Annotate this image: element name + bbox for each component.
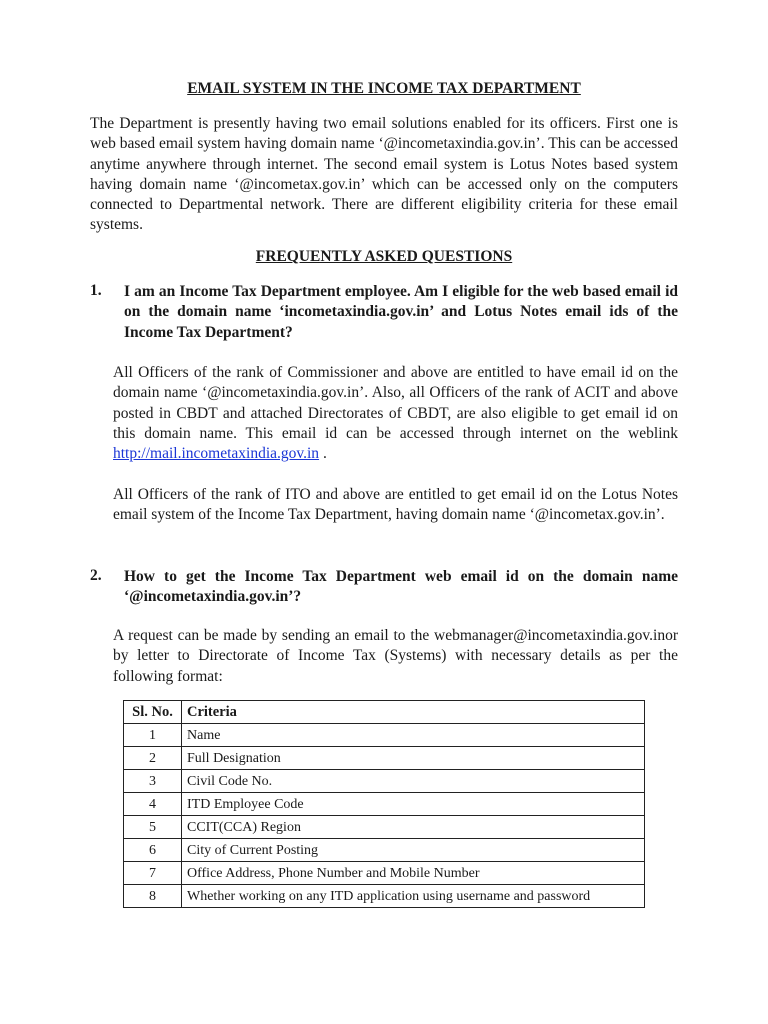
row-criteria: City of Current Posting — [182, 839, 645, 862]
faq-heading: FREQUENTLY ASKED QUESTIONS — [255, 248, 513, 265]
answer-1-end: . — [319, 445, 327, 463]
row-sl-no: 8 — [124, 885, 182, 908]
answer-1-paragraph-2: All Officers of the rank of ITO and above are entitled to get email id on the Lotus Notes email system of the Income Tax Department, having domain name ‘@incometax.gov.in’. — [113, 486, 678, 524]
row-sl-no: 2 — [124, 747, 182, 770]
row-criteria: Whether working on any ITD application using username and password — [182, 885, 645, 908]
row-criteria: Office Address, Phone Number and Mobile Number — [182, 862, 645, 885]
row-criteria: Civil Code No. — [182, 770, 645, 793]
criteria-table — [123, 700, 645, 908]
row-sl-no: 1 — [124, 724, 182, 747]
answer-1-text: All Officers of the rank of Commissioner and above are entitled to have email id on the domain name ‘@incometaxindia.gov.in’. Also, all Officers of the rank of ACIT and above posted in CBDT and attached Directorates of CBDT, are also eligible to get email id on this domain name. This email id can be accessed through internet on the weblink — [113, 364, 678, 442]
row-sl-no: 5 — [124, 816, 182, 839]
document-title: EMAIL SYSTEM IN THE INCOME TAX DEPARTMENT — [187, 80, 581, 97]
row-criteria: Full Designation — [182, 747, 645, 770]
row-sl-no: 3 — [124, 770, 182, 793]
table-row — [124, 839, 645, 862]
table-row — [124, 747, 645, 770]
webmail-link[interactable]: http://mail.incometaxindia.gov.in — [113, 445, 320, 463]
table-row — [124, 793, 645, 816]
header-criteria: Criteria — [182, 701, 645, 724]
intro-paragraph: The Department is presently having two email solutions enabled for its officers. First one is web based email system having domain name ‘@incometaxindia.gov.in’. This can be accessed anytime anywhere through internet. The second email system is Lotus Notes based system having domain name ‘@incometax.gov.in’ which can be accessed only on the computers connected to Departmental network. There are different eligibility criteria for these email systems. — [90, 115, 678, 234]
question-1-text: I am an Income Tax Department employee. Am I eligible for the web based email id on the domain name ‘incometaxindia.gov.in’ and Lotus Notes email ids of the Income Tax Department? — [124, 283, 678, 341]
answer-2-paragraph: A request can be made by sending an email to the webmanager@incometaxindia.gov.inor by letter to Directorate of Income Tax (Systems) with necessary details as per the following format: — [113, 627, 678, 685]
question-2-text: How to get the Income Tax Department web email id on the domain name ‘@incometaxindia.gov.in’? — [124, 568, 678, 606]
row-criteria: CCIT(CCA) Region — [182, 816, 645, 839]
table-header-row — [124, 701, 645, 724]
header-sl-no: Sl. No. — [124, 701, 182, 724]
answer-1-paragraph-1 — [113, 363, 678, 464]
question-1-number: 1. — [90, 282, 102, 299]
row-criteria: Name — [182, 724, 645, 747]
row-sl-no: 4 — [124, 793, 182, 816]
question-2-number: 2. — [90, 567, 102, 584]
row-sl-no: 7 — [124, 862, 182, 885]
table-row — [124, 862, 645, 885]
row-sl-no: 6 — [124, 839, 182, 862]
table-row — [124, 885, 645, 908]
table-row — [124, 724, 645, 747]
table-row — [124, 816, 645, 839]
row-criteria: ITD Employee Code — [182, 793, 645, 816]
table-row — [124, 770, 645, 793]
